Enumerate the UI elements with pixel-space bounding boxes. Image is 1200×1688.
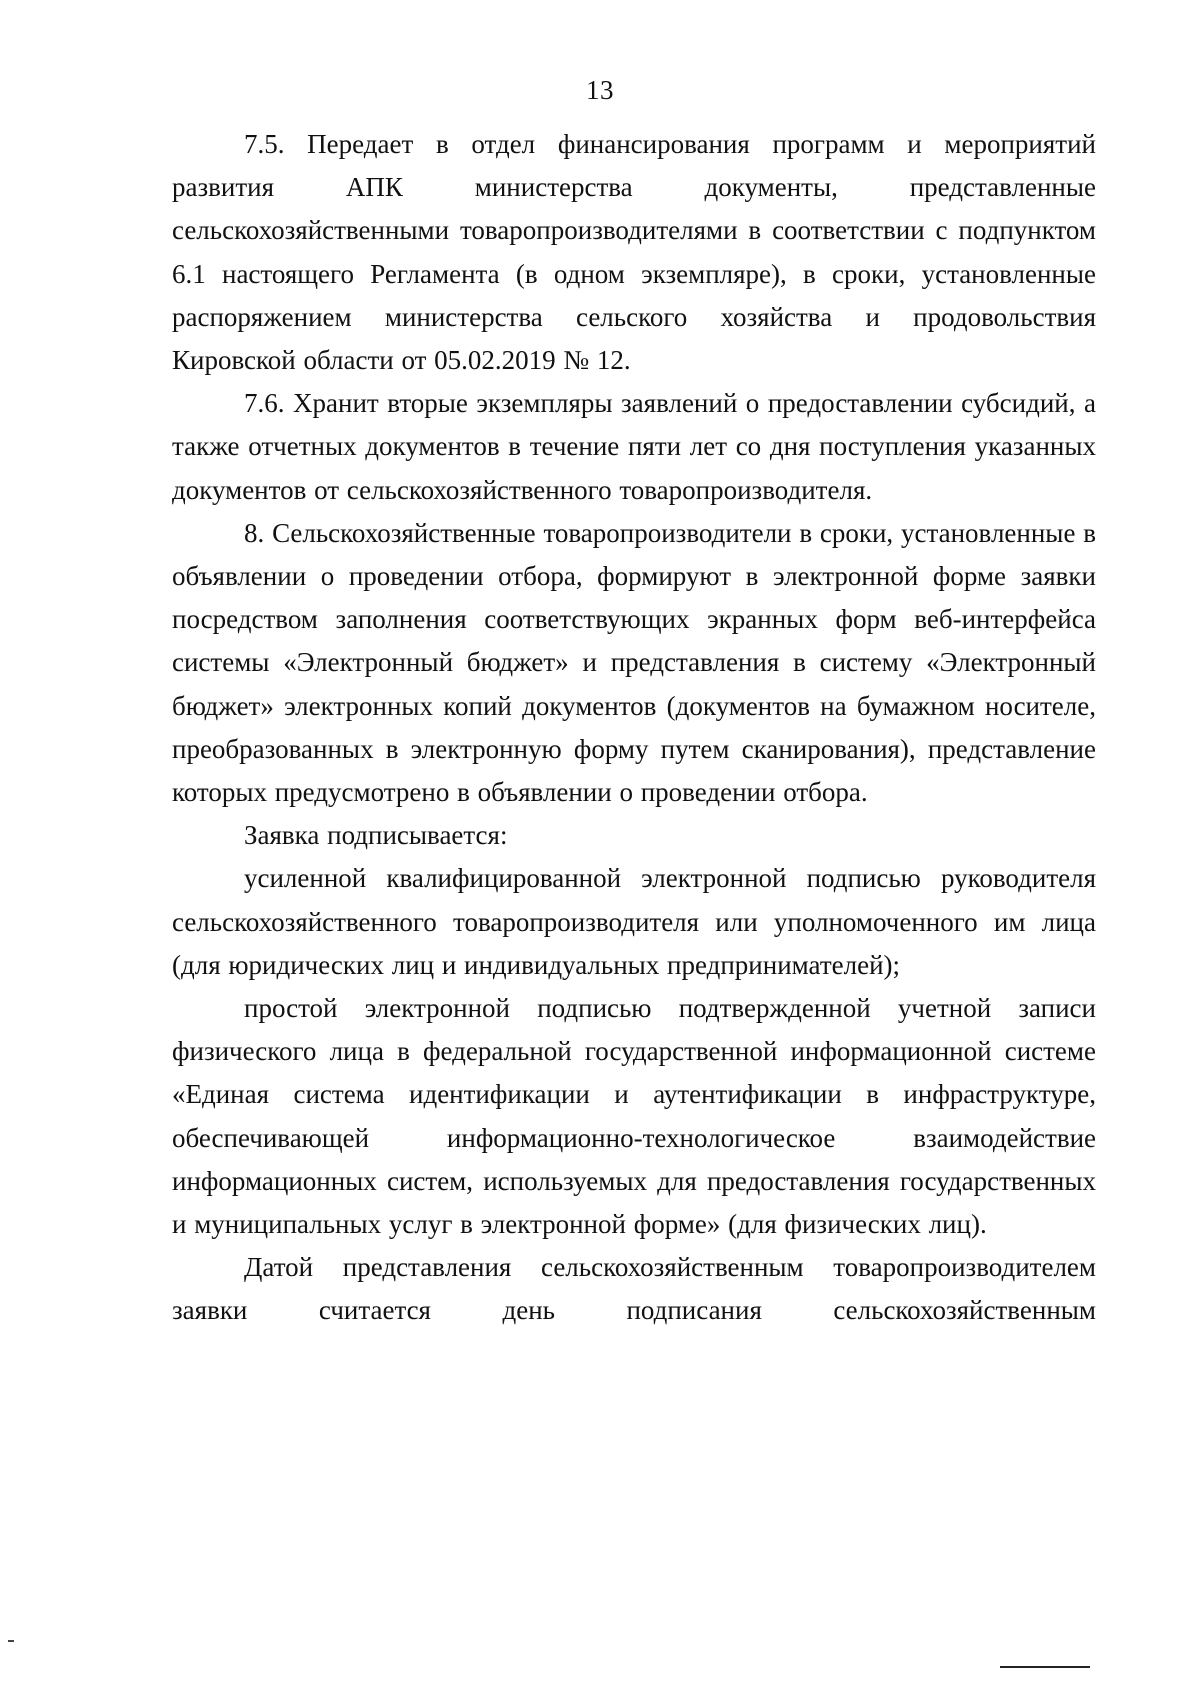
page-number: 13 <box>586 75 614 105</box>
document-body <box>172 123 1096 1333</box>
paragraph-7-6: 7.6. Хранит вторые экземпляры заявлений о предоставлении субсидий, а также отчетных документов в течение пяти лет со дня поступления указанных документов от сельскохозяйственного товаропроизводителя. <box>172 388 1096 505</box>
paragraph-submission-date: Датой представления сельскохозяйственным товаропроизводителем заявки считается день подписания сельскохозяйственным <box>172 1252 1096 1326</box>
paragraph-signature-intro: Заявка подписывается: <box>244 820 508 851</box>
paragraph-7-5: 7.5. Передает в отдел финансирования программ и мероприятий развития АПК министерства документы, представленные сельскохозяйственными товаропроизводителями в соответствии с подпунктом 6.1 настоящего Регламента (в одном экземпляре), в сроки, установленные распоряжением министерства сельского хозяйства и продовольствия Кировской области от 05.02.2019 № 12. <box>172 129 1096 376</box>
scan-edge-mark <box>8 1640 14 1642</box>
paragraph-simple-signature: простой электронной подписью подтвержденной учетной записи физического лица в федеральной государственной информационной системе «Единая система идентификации и аутентификации в инфраструктуре, обеспечивающей информационно-технологическое взаимодействие информационных систем, используемых для предоставления государственных и муниципальных услуг в электронной форме» (для физических лиц). <box>172 993 1096 1240</box>
paragraph-8: 8. Сельскохозяйственные товаропроизводители в сроки, установленные в объявлении о проведении отбора, формируют в электронной форме заявки посредством заполнения соответствующих экранных форм веб-интерфейса системы «Электронный бюджет» и представления в систему «Электронный бюджет» электронных копий документов (документов на бумажном носителе, преобразованных в электронную форму путем сканирования), представление которых предусмотрено в объявлении о проведении отбора. <box>172 517 1096 808</box>
paragraph-qualified-signature: усиленной квалифицированной электронной подписью руководителя сельскохозяйственного товаропроизводителя или уполномоченного им лица (для юридических лиц и индивидуальных предпринимателей); <box>172 863 1096 980</box>
footer-rule <box>1000 1666 1090 1668</box>
